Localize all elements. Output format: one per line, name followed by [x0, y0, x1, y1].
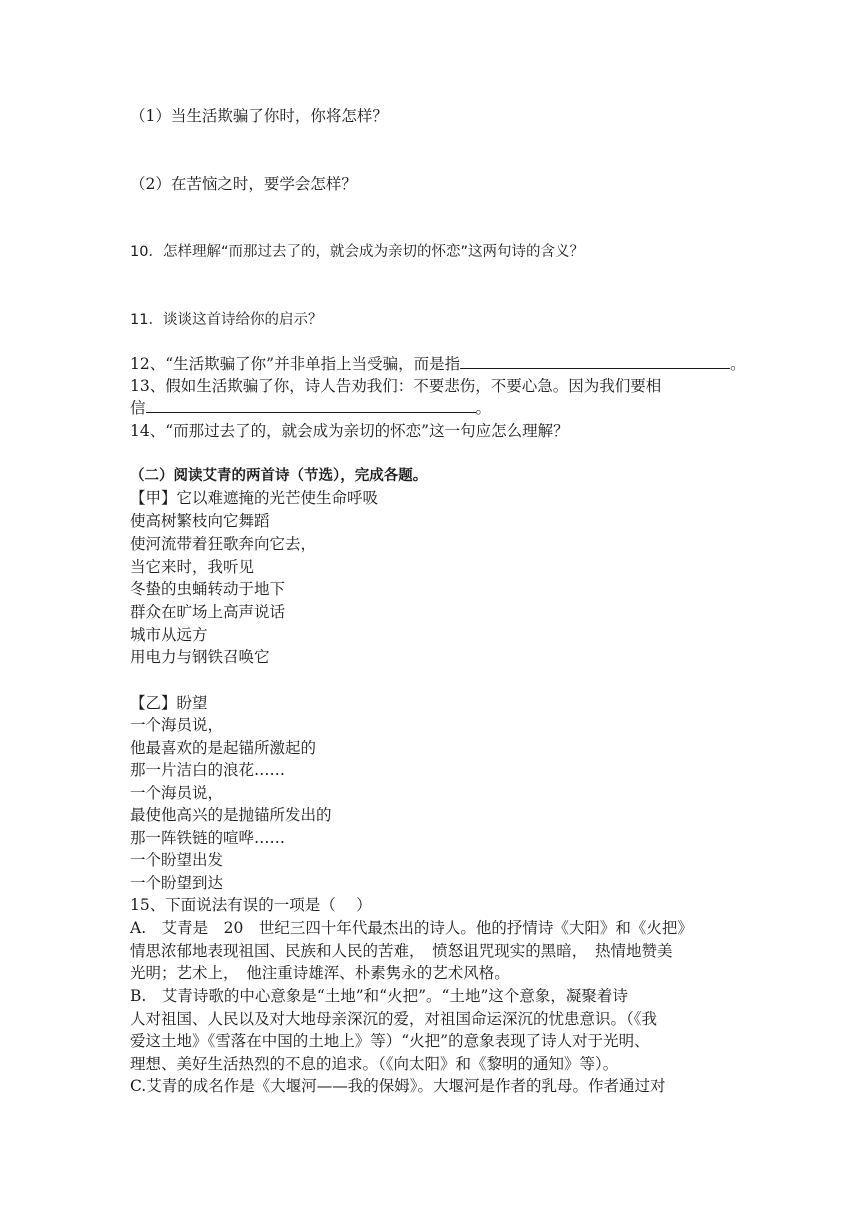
section-2-heading: （二）阅读艾青的两首诗（节选），完成各题。	[130, 468, 428, 484]
poem-yi-line: 一个盼望到达	[130, 874, 224, 892]
option-b-line: 理想、美好生活热烈的不息的追求。（《向太阳》和《黎明的通知》等）。	[130, 1055, 619, 1073]
option-b-line: 人对祖国、人民以及对大地母亲深沉的爱，对祖国命运深沉的忧患意识。（《我	[130, 1010, 658, 1028]
poem-yi-line: 一个盼望出发	[130, 851, 224, 869]
poem-jia-line: 用电力与钢铁召唤它	[130, 648, 270, 666]
option-b-line: B. 艾青诗歌的中心意象是“土地”和“火把”。“土地”这个意象，凝聚着诗	[130, 987, 628, 1005]
poem-jia-line: 城市从远方	[130, 626, 208, 644]
option-a-line: 光明；艺术上， 他注重诗雄浑、朴素隽永的艺术风格。	[130, 964, 510, 982]
poem-jia-line: 冬蛰的虫蛹转动于地下	[130, 580, 286, 598]
question-13-line-2	[130, 397, 491, 419]
poem-yi-line: 他最喜欢的是起锚所激起的	[130, 739, 317, 757]
poem-jia-line: 群众在旷场上高声说话	[130, 603, 286, 621]
question-2: （2）在苦恼之时，要学会怎样？	[130, 175, 357, 193]
answer-blank-13	[146, 398, 476, 413]
option-a-line: 情思浓郁地表现祖国、民族和人民的苦难， 愤怒诅咒现实的黑暗， 热情地赞美	[130, 942, 673, 960]
option-a-line: A. 艾青是 20 世纪三四十年代最杰出的诗人。他的抒情诗《大阳》和《火把》	[130, 919, 693, 937]
poem-yi-title: 【乙】盼望	[130, 694, 208, 712]
question-12-text: 12、“生活欺骗了你”并非单指上当受骗，而是指	[130, 355, 461, 373]
option-b-line: 爱这土地》《雪落在中国的土地上》等）“火把”的意象表现了诗人对于光明、	[130, 1032, 650, 1050]
question-1: （1）当生活欺骗了你时，你将怎样？	[130, 107, 388, 125]
question-13-line-1: 13、假如生活欺骗了你，诗人告劝我们：不要悲伤，不要心急。因为我们要相	[130, 377, 662, 395]
poem-jia-line: 使河流带着狂歌奔向它去，	[130, 535, 317, 553]
poem-yi-line: 那一片洁白的浪花……	[130, 761, 286, 779]
poem-yi-line: 一个海员说，	[130, 784, 224, 802]
question-12	[130, 353, 746, 375]
poem-yi-line: 那一阵铁链的喧哗……	[130, 829, 286, 847]
question-15: 15、下面说法有误的一项是（ ）	[130, 896, 372, 914]
option-c-line: C.艾青的成名作是《大堰河——我的保姆》。大堰河是作者的乳母。作者通过对	[130, 1077, 666, 1095]
question-13-end: 。	[475, 399, 492, 417]
question-12-end: 。	[730, 355, 746, 373]
poem-jia-line: 当它来时，我听见	[130, 558, 255, 576]
question-14: 14、“而那过去了的，就会成为亲切的怀恋”这一句应怎么理解？	[130, 422, 569, 440]
question-10: 10．怎样理解“而那过去了的，就会成为亲切的怀恋”这两句诗的含义？	[130, 244, 584, 260]
poem-yi-line: 一个海员说，	[130, 716, 224, 734]
answer-blank-12	[460, 354, 730, 369]
poem-yi-line: 最使他高兴的是抛锚所发出的	[130, 806, 332, 824]
poem-jia-line: 【甲】它以难遮掩的光芒使生命呼吸	[130, 489, 379, 507]
question-11: 11．谈谈这首诗给你的启示？	[130, 312, 323, 328]
poem-jia-line: 使高树繁枝向它舞蹈	[130, 512, 270, 530]
question-13-text: 信	[130, 399, 146, 417]
